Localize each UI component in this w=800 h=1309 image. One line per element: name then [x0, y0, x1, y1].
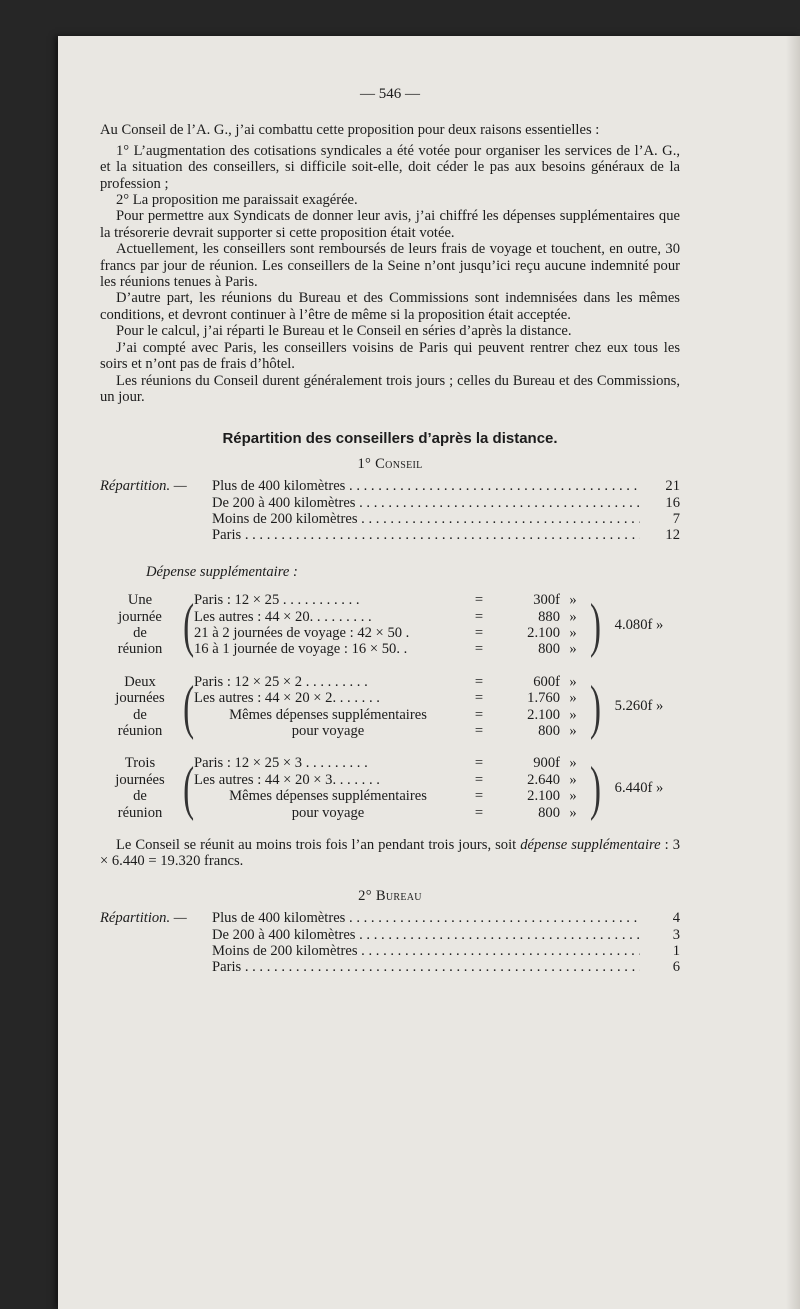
paragraph: Les réunions du Conseil durent généralement trois jours ; celles du Bureau et des Commissions, un jour.	[100, 372, 680, 405]
paragraph: Pour le calcul, j’ai réparti le Bureau et le Conseil en séries d’après la distance.	[116, 323, 572, 340]
ditto-mark: »	[569, 788, 577, 805]
row-text: Les autres : 44 × 20 × 2. . . . . . .	[194, 690, 380, 707]
row-value: 3	[672, 926, 680, 943]
row-value: 300f	[533, 592, 560, 609]
repartition-label: Répartition. —	[100, 910, 187, 927]
row-text: 21 à 2 journées de voyage : 42 × 50 .	[194, 624, 410, 641]
side-word: Deux	[124, 673, 156, 690]
row-text: pour voyage	[291, 723, 365, 739]
row-value: 600f	[533, 673, 560, 690]
group-side-label	[100, 674, 180, 740]
expense-row	[194, 788, 586, 804]
expense-group	[100, 674, 680, 740]
expense-row	[194, 805, 586, 821]
equals-sign: =	[474, 608, 484, 625]
row-text: Moins de 200 kilomètres . . .	[212, 511, 640, 527]
row-value: 2.100	[527, 788, 560, 805]
row-text: Paris : 12 × 25 × 2 . . . . . . . . .	[194, 673, 368, 690]
summary-italic: dépense supplémentaire	[520, 837, 661, 854]
side-word: réunion	[117, 723, 163, 739]
row-text: Paris . . .	[212, 527, 640, 543]
section-title: Répartition des conseillers d’après la distance.	[222, 430, 558, 448]
brace-right: )	[590, 755, 602, 822]
conseil-table	[100, 478, 680, 544]
ditto-mark: »	[569, 624, 577, 641]
paragraph: 2° La proposition me paraissait exagérée.	[116, 192, 358, 209]
summary-paragraph	[100, 837, 680, 870]
row-text: De 200 à 400 kilomètres . . .	[212, 495, 640, 511]
ditto-mark: »	[569, 755, 577, 772]
equals-sign: =	[474, 723, 484, 739]
row-text: Mêmes dépenses supplémentaires	[229, 706, 427, 723]
row-value: 880	[538, 608, 560, 625]
side-word: Une	[127, 592, 153, 609]
expense-row	[194, 755, 586, 771]
ditto-mark: »	[569, 706, 577, 723]
row-text: Paris : 12 × 25 × 3 . . . . . . . . .	[194, 755, 368, 772]
row-value: 21	[665, 478, 680, 495]
expense-row	[194, 772, 586, 788]
side-word: réunion	[117, 804, 163, 821]
group-rows	[194, 755, 586, 821]
group-total: 6.440f »	[614, 780, 664, 797]
row-value: 16	[665, 494, 680, 511]
group-rows	[194, 592, 586, 658]
row-text: Plus de 400 kilomètres . . .	[212, 478, 640, 494]
row-text: pour voyage	[291, 804, 365, 821]
expense-row	[194, 609, 586, 625]
summary-formula: : 3 × 6.440 = 19.320 francs.	[100, 837, 680, 870]
expense-group	[100, 755, 680, 821]
row-text: Mêmes dépenses supplémentaires	[229, 788, 427, 805]
side-word: de	[133, 706, 147, 723]
equals-sign: =	[474, 592, 484, 609]
brace-left: (	[183, 755, 195, 822]
paragraph: Au Conseil de l’A. G., j’ai combattu cette proposition pour deux raisons essentielles :	[100, 122, 600, 139]
side-word: journées	[115, 690, 165, 707]
ditto-mark: »	[569, 608, 577, 625]
bureau-table	[100, 910, 680, 976]
row-value: 2.640	[527, 771, 560, 788]
row-text: De 200 à 400 kilomètres . . .	[212, 927, 640, 943]
row-value: 4	[672, 910, 680, 927]
ditto-mark: »	[569, 771, 577, 788]
row-value: 12	[665, 527, 680, 544]
expense-row	[194, 625, 586, 641]
group-total: 5.260f »	[614, 698, 664, 715]
summary-text: Le Conseil se réunit au moins trois fois l’an pendant trois jours, soit	[116, 837, 517, 854]
row-value: 1	[672, 943, 680, 960]
ditto-mark: »	[569, 673, 577, 690]
conseil-heading: 1° Conseil	[357, 455, 423, 472]
ditto-mark: »	[569, 804, 577, 821]
side-word: Trois	[124, 755, 156, 772]
side-word: journées	[115, 771, 165, 788]
row-value: 800	[538, 804, 560, 821]
expense-row	[194, 690, 586, 706]
group-rows	[194, 674, 586, 740]
row-text: Moins de 200 kilomètres . . .	[212, 943, 640, 959]
side-word: de	[133, 624, 147, 641]
row-value: 900f	[533, 755, 560, 772]
expense-row	[194, 641, 586, 657]
brace-right: )	[590, 673, 602, 740]
row-text: Paris : 12 × 25 . . . . . . . . . . .	[194, 592, 360, 609]
equals-sign: =	[474, 755, 484, 772]
side-word: de	[133, 788, 147, 805]
group-side-label	[100, 755, 180, 821]
row-text: Plus de 400 kilomètres . . .	[212, 910, 640, 926]
repartition-label: Répartition. —	[100, 478, 187, 495]
brace-left: (	[183, 673, 195, 740]
brace-right: )	[590, 591, 602, 658]
equals-sign: =	[474, 690, 484, 707]
brace-left: (	[183, 591, 195, 658]
paragraph: 1° L’augmentation des cotisations syndicales a été votée pour organiser les services de l’A. G., et la situation des conseillers, si difficile soit-elle, doit céder le pas aux besoins généraux de la profession ;	[100, 142, 680, 192]
row-value: 800	[538, 641, 560, 658]
depense-label: Dépense supplémentaire :	[146, 563, 298, 580]
expense-row	[194, 674, 586, 690]
row-value: 1.760	[527, 690, 560, 707]
side-word: réunion	[117, 641, 163, 658]
equals-sign: =	[474, 771, 484, 788]
equals-sign: =	[474, 788, 484, 805]
row-value: 800	[538, 723, 560, 739]
row-value: 2.100	[527, 706, 560, 723]
row-text: Les autres : 44 × 20 × 3. . . . . . .	[194, 771, 380, 788]
row-text: 16 à 1 journée de voyage : 16 × 50. .	[194, 641, 408, 658]
row-value: 7	[672, 510, 680, 527]
row-value: 6	[672, 959, 680, 976]
side-word: journée	[118, 608, 162, 625]
equals-sign: =	[474, 706, 484, 723]
equals-sign: =	[474, 804, 484, 821]
paragraph: D’autre part, les réunions du Bureau et des Commissions sont indemnisées dans les mêmes conditions, et devront continuer à l’être de même si la proposition était acceptée.	[100, 290, 680, 323]
page-number: — 546 —	[360, 86, 420, 102]
bureau-heading: 2° Bureau	[358, 887, 422, 904]
group-side-label	[100, 592, 180, 658]
equals-sign: =	[474, 673, 484, 690]
expense-row	[194, 592, 586, 608]
ditto-mark: »	[569, 690, 577, 707]
paragraph: Pour permettre aux Syndicats de donner leur avis, j’ai chiffré les dépenses supplémentaires que la trésorerie devrait supporter si cette proposition était votée.	[100, 208, 680, 241]
expense-group	[100, 592, 680, 658]
row-text: Les autres : 44 × 20. . . . . . . . .	[194, 608, 372, 625]
expense-row	[194, 707, 586, 723]
row-value: 2.100	[527, 624, 560, 641]
row-text: Paris . . .	[212, 959, 640, 975]
expense-row	[194, 723, 586, 739]
ditto-mark: »	[569, 723, 577, 739]
equals-sign: =	[474, 641, 484, 658]
paragraph: Actuellement, les conseillers sont remboursés de leurs frais de voyage et touchent, en outre, 30 francs par jour de réunion. Les conseillers de la Seine n’ont jusqu’ici reçu aucune indemnité pour les réunions tenues à Paris.	[100, 241, 680, 291]
group-total: 4.080f »	[614, 616, 664, 633]
page-content	[100, 86, 680, 976]
ditto-mark: »	[569, 592, 577, 609]
page-edge	[786, 36, 800, 1309]
ditto-mark: »	[569, 641, 577, 658]
paragraph: J’ai compté avec Paris, les conseillers voisins de Paris qui peuvent rentrer chez eux tous les soirs et n’ont pas de frais d’hôtel.	[100, 339, 680, 373]
equals-sign: =	[474, 624, 484, 641]
